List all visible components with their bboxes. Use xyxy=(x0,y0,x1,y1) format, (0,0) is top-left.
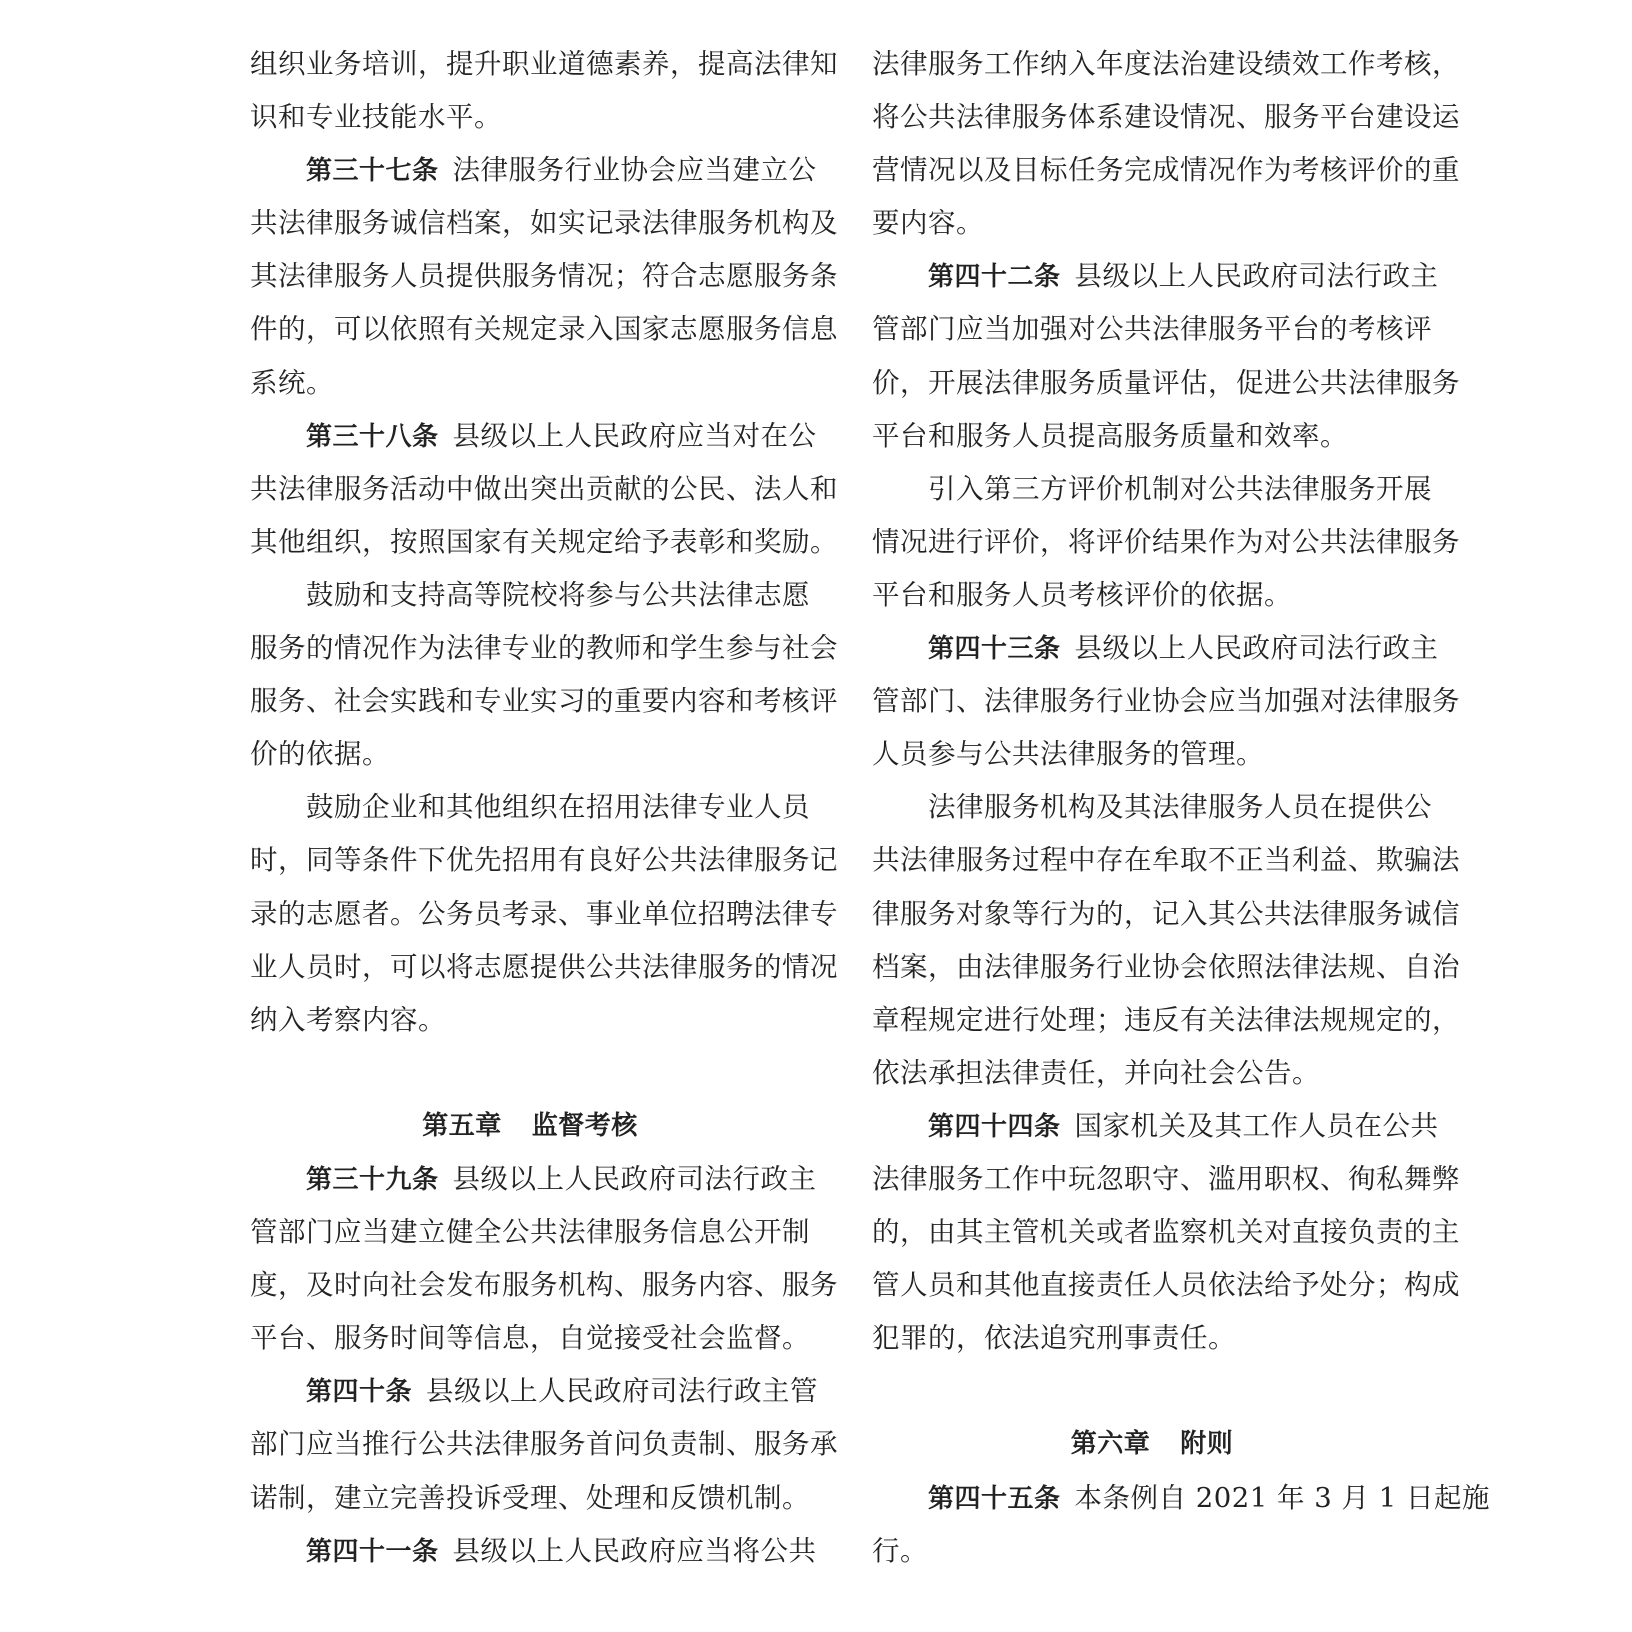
article-41-first-line xyxy=(250,1525,817,1578)
article-38-text: 县级以上人民政府应当对在公 xyxy=(452,419,817,452)
article-37-text: 法律服务行业协会应当建立公 xyxy=(452,154,817,187)
text-line: 情况进行评价，将评价结果作为对公共法律服务 xyxy=(872,525,1460,558)
article-43-title: 第四十三条 xyxy=(928,634,1061,665)
text-line: 管人员和其他直接责任人员依法给予处分；构成 xyxy=(872,1269,1460,1302)
text-line: 识和专业技能水平。 xyxy=(250,101,502,134)
left-column xyxy=(250,38,838,1578)
chapter-6-title: 附则 xyxy=(1180,1429,1234,1460)
text-line: 法律服务工作纳入年度法治建设绩效工作考核， xyxy=(872,48,1460,80)
text-line: 纳入考察内容。 xyxy=(250,1003,446,1036)
text-line: 管部门应当建立健全公共法律服务信息公开制 xyxy=(250,1216,810,1249)
text-line: 鼓励和支持高等院校将参与公共法律志愿 xyxy=(306,578,810,611)
article-45-first-line xyxy=(872,1472,1490,1525)
right-column xyxy=(872,38,1490,1578)
text-line: 平台、服务时间等信息，自觉接受社会监督。 xyxy=(250,1322,810,1355)
text-line: 平台和服务人员提高服务质量和效率。 xyxy=(872,419,1348,452)
chapter-5-title: 监督考核 xyxy=(531,1110,638,1141)
text-line: 其他组织，按照国家有关规定给予表彰和奖励。 xyxy=(250,525,838,558)
article-41-text: 县级以上人民政府应当将公共 xyxy=(452,1534,817,1567)
text-line: 人员参与公共法律服务的管理。 xyxy=(872,738,1264,771)
text-line: 引入第三方评价机制对公共法律服务开展 xyxy=(928,472,1432,505)
text-line: 时，同等条件下优先招用有良好公共法律服务记 xyxy=(250,844,838,877)
article-40-text: 县级以上人民政府司法行政主管 xyxy=(426,1375,819,1408)
article-40-title: 第四十条 xyxy=(306,1377,413,1408)
text-line: 档案，由法律服务行业协会依照法律法规、自治 xyxy=(872,950,1460,983)
text-line: 的，由其主管机关或者监察机关对直接负责的主 xyxy=(872,1216,1460,1249)
text-line: 将公共法律服务体系建设情况、服务平台建设运 xyxy=(872,101,1460,134)
article-44-text: 国家机关及其工作人员在公共 xyxy=(1074,1109,1439,1142)
text-line: 组织业务培训，提升职业道德素养，提高法律知 xyxy=(250,48,838,80)
text-line: 共法律服务活动中做出突出贡献的公民、法人和 xyxy=(250,472,838,505)
spacer xyxy=(250,1047,810,1100)
text-line: 共法律服务诚信档案，如实记录法律服务机构及 xyxy=(250,207,838,240)
text-line: 服务的情况作为法律专业的教师和学生参与社会 xyxy=(250,632,838,665)
article-39-text: 县级以上人民政府司法行政主 xyxy=(452,1162,817,1195)
text-line: 行。 xyxy=(872,1534,928,1567)
text-line: 部门应当推行公共法律服务首问负责制、服务承 xyxy=(250,1428,838,1461)
text-line: 价的依据。 xyxy=(250,738,390,771)
text-line: 管部门应当加强对公共法律服务平台的考核评 xyxy=(872,313,1432,346)
spacer xyxy=(872,1365,1432,1418)
article-45-text: 本条例自 2021 年 3 月 1 日起施 xyxy=(1074,1481,1490,1514)
article-44-title: 第四十四条 xyxy=(928,1111,1061,1142)
article-38-title: 第三十八条 xyxy=(306,421,439,452)
text-line: 系统。 xyxy=(250,366,334,399)
article-41-title: 第四十一条 xyxy=(306,1536,439,1567)
article-37-first-line xyxy=(250,144,817,197)
article-42-title: 第四十二条 xyxy=(928,262,1061,293)
article-40-first-line xyxy=(250,1365,819,1418)
chapter-5-number: 第五章 xyxy=(422,1110,502,1141)
chapter-6-heading xyxy=(872,1418,1432,1471)
article-43-first-line xyxy=(872,622,1439,675)
article-42-first-line xyxy=(872,250,1439,303)
text-line: 依法承担法律责任，并向社会公告。 xyxy=(872,1056,1320,1089)
text-line: 法律服务机构及其法律服务人员在提供公 xyxy=(928,791,1432,824)
text-line: 平台和服务人员考核评价的依据。 xyxy=(872,578,1292,611)
article-37-title: 第三十七条 xyxy=(306,156,439,187)
chapter-6-number: 第六章 xyxy=(1070,1429,1151,1460)
text-line: 共法律服务过程中存在牟取不正当利益、欺骗法 xyxy=(872,844,1460,877)
article-39-title: 第三十九条 xyxy=(306,1164,439,1195)
article-45-title: 第四十五条 xyxy=(928,1483,1061,1514)
text-line: 管部门、法律服务行业协会应当加强对法律服务 xyxy=(872,685,1460,718)
text-line: 服务、社会实践和专业实习的重要内容和考核评 xyxy=(250,685,838,718)
article-43-text: 县级以上人民政府司法行政主 xyxy=(1074,632,1439,665)
article-38-first-line xyxy=(250,410,817,463)
text-line: 犯罪的，依法追究刑事责任。 xyxy=(872,1322,1236,1355)
chapter-5-heading xyxy=(250,1100,810,1153)
text-line: 鼓励企业和其他组织在招用法律专业人员 xyxy=(306,791,810,824)
article-39-first-line xyxy=(250,1153,817,1206)
article-42-text: 县级以上人民政府司法行政主 xyxy=(1074,260,1439,293)
text-line: 件的，可以依照有关规定录入国家志愿服务信息 xyxy=(250,313,838,346)
text-line: 价，开展法律服务质量评估，促进公共法律服务 xyxy=(872,366,1460,399)
text-line: 章程规定进行处理；违反有关法律法规规定的， xyxy=(872,1003,1460,1036)
text-line: 诺制，建立完善投诉受理、处理和反馈机制。 xyxy=(250,1481,810,1514)
text-line: 度，及时向社会发布服务机构、服务内容、服务 xyxy=(250,1269,838,1302)
text-line: 法律服务工作中玩忽职守、滥用职权、徇私舞弊 xyxy=(872,1162,1460,1195)
text-line: 营情况以及目标任务完成情况作为考核评价的重 xyxy=(872,154,1460,187)
text-line: 录的志愿者。公务员考录、事业单位招聘法律专 xyxy=(250,897,838,930)
text-line: 其法律服务人员提供服务情况；符合志愿服务条 xyxy=(250,260,838,293)
text-line: 业人员时，可以将志愿提供公共法律服务的情况 xyxy=(250,950,838,983)
text-line: 律服务对象等行为的，记入其公共法律服务诚信 xyxy=(872,897,1460,930)
article-44-first-line xyxy=(872,1100,1439,1153)
text-line: 要内容。 xyxy=(872,207,984,240)
